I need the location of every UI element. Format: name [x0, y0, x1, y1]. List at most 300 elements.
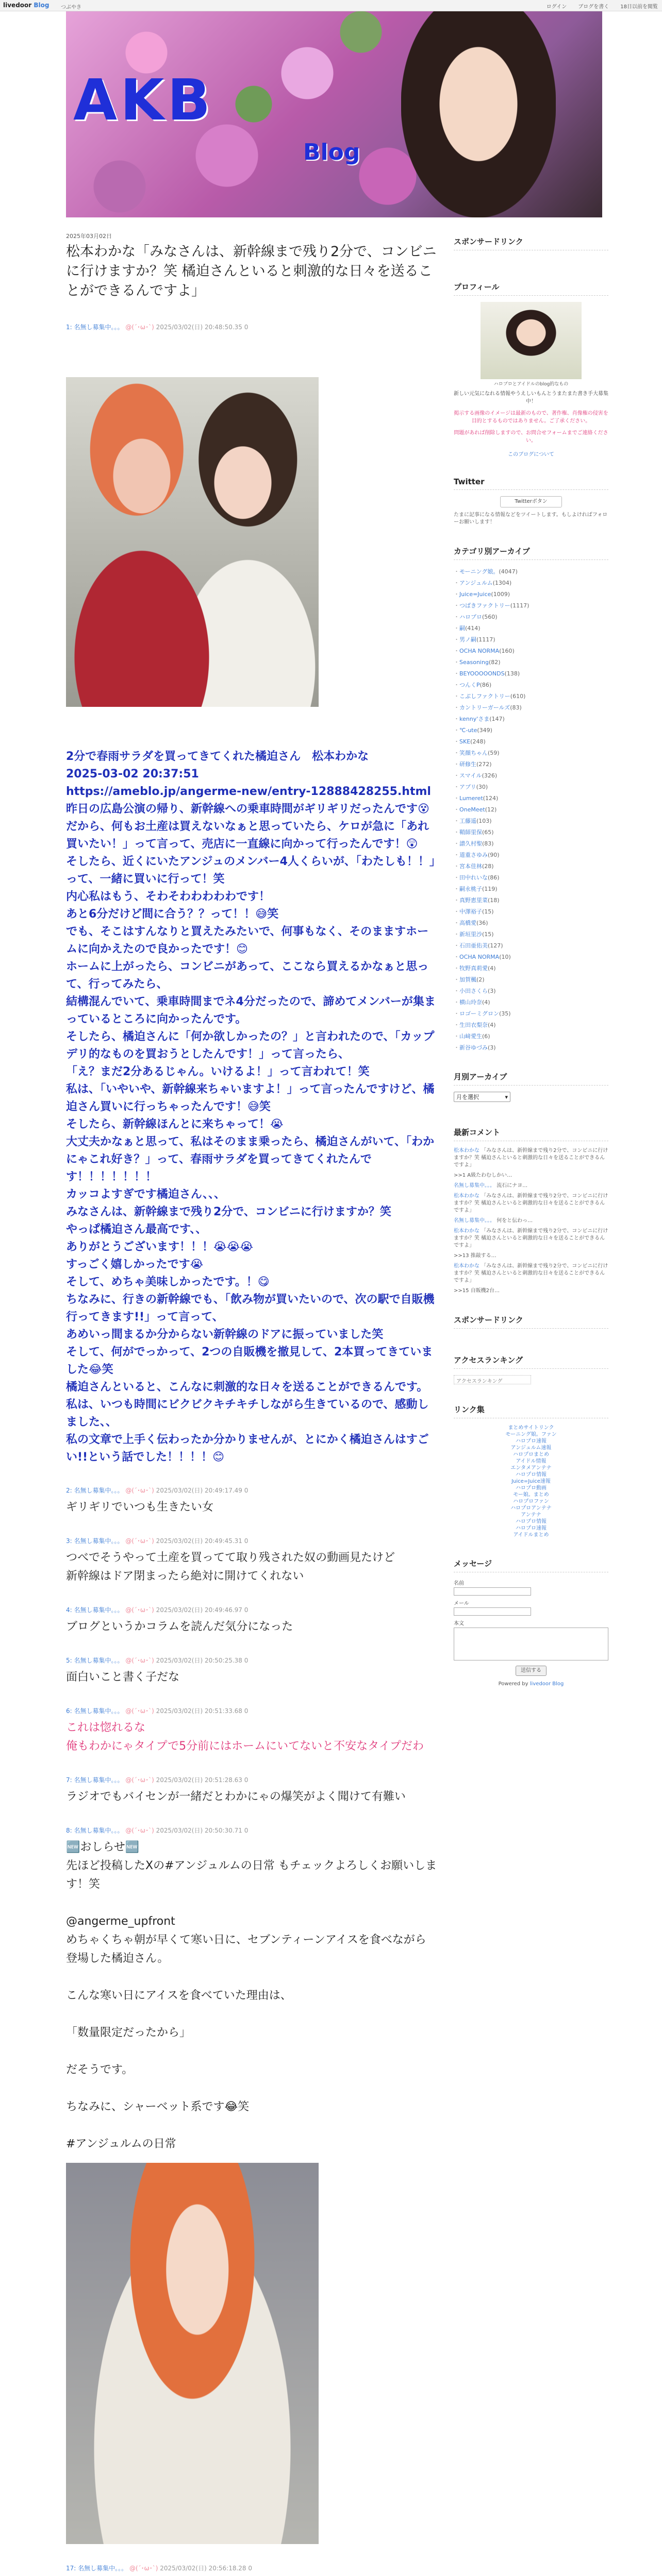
- comment-line: 面白いこと書く子だな: [66, 1671, 180, 1684]
- commenter-face: @(´･ω･`): [129, 2565, 158, 2572]
- comment-line: [66, 1894, 437, 1912]
- recent-comment-text: >>13 推敲する…: [454, 1253, 496, 1259]
- commenter-name: 名無し募集中。。。: [74, 1606, 124, 1614]
- recent-comment-item[interactable]: [454, 1217, 608, 1225]
- header-portrait: [401, 11, 556, 217]
- comment: [66, 1486, 437, 1517]
- category-count: (248): [470, 738, 486, 745]
- category-name: kenny'さま: [459, 716, 490, 722]
- category-count: (127): [488, 942, 503, 949]
- category-item[interactable]: [454, 612, 608, 623]
- comment-line: こんな寒い日にアイスを食べていた理由は、: [66, 1989, 292, 2002]
- category-count: (65): [482, 829, 494, 836]
- quote-line: みなさんは、新幹線まで残り2分で、コンビニに行けますか？笑: [66, 1206, 391, 1218]
- category-item[interactable]: [454, 850, 608, 861]
- recent-comment-author: 松本わかな: [454, 1228, 479, 1234]
- comment-time: 2025/03/02(日) 20:56:18.28 0: [160, 2565, 253, 2572]
- recent-comment-text: 流石にナヨ…: [496, 1183, 528, 1189]
- link-item[interactable]: ハロプロ情報: [516, 1519, 547, 1524]
- comment-line: だそうです。: [66, 2063, 134, 2076]
- submit-button[interactable]: 送信する: [516, 1666, 547, 1676]
- twitter-heading: Twitter: [454, 473, 608, 490]
- category-item[interactable]: [454, 680, 608, 691]
- quote-line: だから、何もお土産は買えないなぁと思っていたら、ケロが急に「あれ買いたい！」って言って、売店に一直線に向かって行ったんです！😲: [66, 820, 429, 851]
- comment-line: [66, 1968, 437, 1987]
- article-photo[interactable]: [66, 377, 319, 707]
- quote-line: やっぱ橘迫さん最高です、、: [66, 1223, 207, 1236]
- article-title[interactable]: 松本わかな「みなさんは、新幹線まで残り2分で、コンビニに行けますか？笑 橘迫さんといると刺激的な日々を送ることができるんですよ」: [66, 244, 437, 299]
- commenter-face: @(´･ω･`): [125, 1707, 154, 1715]
- category-name: Seasoning: [459, 659, 489, 666]
- comment-meta: [66, 1605, 437, 1615]
- category-name: 道重さゆみ: [459, 852, 488, 858]
- category-item[interactable]: [454, 906, 608, 918]
- ranking-widget[interactable]: アクセスランキング: [454, 1375, 531, 1384]
- category-item[interactable]: [454, 1020, 608, 1031]
- comment-time: 2025/03/02(日) 20:50:25.38 0: [156, 1657, 249, 1664]
- category-item[interactable]: [454, 940, 608, 952]
- category-count: (59): [488, 750, 500, 756]
- links-heading: リンク集: [454, 1400, 608, 1418]
- category-item[interactable]: [454, 748, 608, 759]
- quote-line: 大丈夫かなぁと思って、私はそのまま乗ったら、橘迫さんがいて、「わかにゃこれ好き？」って、春雨サラダを買ってきてくれたんです！！！！！！！: [66, 1136, 435, 1183]
- comment-body: [66, 1668, 437, 1687]
- category-name: 牧野真莉愛: [459, 965, 488, 972]
- quote-line: ありがとうございます！！！😭😭😭: [66, 1241, 254, 1253]
- category-name: 中澤裕子: [459, 908, 482, 915]
- category-name: 石田亜佑美: [459, 942, 488, 949]
- category-count: (1009): [491, 591, 510, 598]
- category-item[interactable]: [454, 918, 608, 929]
- chevron-down-icon: ▾: [505, 1093, 508, 1100]
- category-item[interactable]: [454, 952, 608, 963]
- category-count: (2): [476, 976, 485, 983]
- category-name: 生田衣梨奈: [459, 1022, 488, 1028]
- comment-number[interactable]: 7:: [66, 1776, 72, 1784]
- category-item[interactable]: [454, 691, 608, 702]
- category-item[interactable]: [454, 963, 608, 974]
- category-count: (3): [488, 1044, 496, 1051]
- category-item[interactable]: [454, 600, 608, 612]
- logo-blog-text: Blog: [34, 2, 49, 9]
- comment-time: 2025/03/02(日) 20:51:33.68 0: [156, 1707, 249, 1715]
- blog-header-banner[interactable]: [66, 11, 602, 217]
- comment-line: ブログというかコラムを読んだ気分になった: [66, 1620, 293, 1633]
- comment: [66, 2564, 437, 2576]
- about-blog-link[interactable]: このブログについて: [508, 452, 554, 457]
- link-item[interactable]: ハロプロ動画: [516, 1485, 547, 1491]
- category-name: Lumeret: [459, 795, 483, 802]
- comment-line: ラジオでもバイセンが一緒だとわかにゃの爆笑がよく聞けて有難い: [66, 1790, 406, 1803]
- comment-list-late: [66, 2564, 437, 2576]
- quote-line: 私の文章で上手く伝わったか分かりませんが、とにかく橘迫さんはすごい!!という話でした！！！！😊: [66, 1433, 429, 1464]
- quote-line: あめいっ間まるか分からない新幹線のドアに振っていました笑: [66, 1328, 384, 1341]
- category-item[interactable]: [454, 929, 608, 940]
- recent-comment-item[interactable]: [454, 1287, 608, 1295]
- category-item[interactable]: [454, 997, 608, 1008]
- comment-time: 2025/03/02(日) 20:51:28.63 0: [156, 1776, 249, 1784]
- category-name: 宮本佳林: [459, 863, 482, 870]
- category-item[interactable]: [454, 872, 608, 884]
- comment-number[interactable]: 6:: [66, 1707, 72, 1715]
- link-item[interactable]: ハロプロまとめ: [513, 1452, 549, 1458]
- comment-body: [66, 1838, 437, 2154]
- link-item[interactable]: ハロプロ速報: [516, 1438, 547, 1444]
- category-item[interactable]: [454, 1008, 608, 1020]
- category-item[interactable]: [454, 884, 608, 895]
- body-textarea[interactable]: [454, 1628, 608, 1660]
- category-item[interactable]: [454, 589, 608, 600]
- quote-line: 結構混んでいて、乗車時間までネ4分だったので、諦めてメンバーが集まっているところに向かったんです。: [66, 995, 436, 1026]
- comment-body: [66, 1719, 437, 1756]
- category-count: (560): [482, 614, 498, 620]
- commenter-face: @(´･ω･`): [125, 1487, 154, 1494]
- sponsored-heading-2: スポンサードリンク: [454, 1310, 608, 1329]
- category-name: 嗣永桃子: [459, 886, 482, 892]
- link-item[interactable]: ハロプロアンテナ: [510, 1505, 552, 1511]
- commenter-name: 名無し募集中。。。: [74, 1487, 124, 1494]
- body-label: 本文: [454, 1621, 464, 1626]
- category-count: (36): [476, 920, 488, 926]
- category-count: (124): [483, 795, 499, 802]
- recent-comment-author: 名無し募集中。。。: [454, 1183, 495, 1189]
- comment-line: 俺もわかにゃタイプで5分前にはホームにいてないと不安なタイプだわ: [66, 1740, 424, 1753]
- category-name: SKE: [459, 738, 471, 745]
- category-name: こぶしファクトリー: [459, 693, 510, 700]
- category-item[interactable]: [454, 714, 608, 725]
- sidebar: [454, 232, 608, 1687]
- category-name: 嗣: [459, 625, 465, 632]
- post-meta: [66, 323, 437, 332]
- category-name: スマイル: [459, 772, 482, 779]
- recent-comment-item[interactable]: [454, 1172, 608, 1179]
- category-name: 譜久村聖: [459, 840, 482, 847]
- recent-comment-author: 名無し募集中。。。: [454, 1218, 495, 1224]
- category-name: アプリ: [459, 784, 476, 790]
- category-name: 新垣里沙: [459, 931, 482, 938]
- link-item[interactable]: モーニング娘。ファン: [505, 1432, 557, 1437]
- category-count: (15): [482, 931, 494, 938]
- powered-label: Powered by: [498, 1681, 528, 1687]
- comment: [66, 1775, 437, 1806]
- comment-line: ギリギリでいつも生きたい女: [66, 1501, 214, 1514]
- category-name: 高橋愛: [459, 920, 476, 926]
- category-name: モーニング娘。: [459, 568, 499, 575]
- login-link[interactable]: ログイン: [546, 4, 567, 10]
- commenter-face: @(´･ω･`): [125, 1537, 154, 1545]
- link-item[interactable]: エンタメアンテナ: [510, 1465, 552, 1471]
- comment-line: [66, 2042, 437, 2061]
- category-item[interactable]: [454, 838, 608, 850]
- category-name: 工藤遥: [459, 818, 476, 824]
- top-bar: [0, 0, 662, 11]
- recent-comment-item[interactable]: [454, 1228, 608, 1249]
- link-item[interactable]: アンジュルム速報: [510, 1445, 552, 1451]
- name-label: 名前: [454, 1581, 464, 1586]
- comment-line: 「数量限定だったから」: [66, 2026, 191, 2039]
- comment-body: [66, 1788, 437, 1806]
- comment-time: 2025/03/02(日) 20:49:45.31 0: [156, 1537, 249, 1545]
- comment-list: [66, 1486, 437, 2154]
- category-count: (15): [482, 908, 494, 915]
- category-name: OCHA NORMA: [459, 954, 500, 960]
- category-count: (86): [488, 874, 500, 881]
- quote-line: そしたら、新幹線ほんとに来ちゃって！😭: [66, 1118, 284, 1131]
- comment-number[interactable]: 3:: [66, 1537, 72, 1545]
- category-item[interactable]: [454, 668, 608, 680]
- category-count: (4047): [499, 568, 518, 575]
- category-count: (1304): [492, 580, 512, 586]
- recent-comment-text: 「みなさんは、新幹線まで残り2分で、コンビニに行けますか？笑 橘迫さんといると刺激的な日々を送ることができるんですよ」: [454, 1263, 608, 1283]
- recent-comment-author: 松本わかな: [454, 1193, 479, 1199]
- category-item[interactable]: [454, 782, 608, 793]
- topbar-intro[interactable]: つぶやき: [61, 5, 81, 10]
- category-name: 横山玲奈: [459, 999, 482, 1006]
- category-count: (6): [482, 1033, 490, 1040]
- quote-line: 2025-03-02 20:37:51: [66, 768, 199, 781]
- category-item[interactable]: [454, 736, 608, 748]
- article-date: 2025年03月02日: [66, 233, 112, 240]
- comment-line: つべでそうやって土産を買ってて取り残された奴の動画見たけど: [66, 1551, 395, 1564]
- comment-line: #アンジュルムの日常: [66, 2138, 176, 2150]
- link-item[interactable]: モー娘。まとめ: [513, 1492, 549, 1498]
- comment-line: [66, 2116, 437, 2135]
- comment-line: 先ほど投稿したXの#アンジュルムの日常 もチェックよろしくお願いします！笑: [66, 1859, 437, 1891]
- link-list: [454, 1425, 608, 1538]
- powered-brand[interactable]: livedoor Blog: [529, 1681, 564, 1687]
- category-name: つんくP: [459, 682, 480, 688]
- quote-line: あと6分だけど間に合う？？って！！😅笑: [66, 908, 279, 921]
- month-select[interactable]: [454, 1092, 510, 1102]
- quote-line: そしたら、近くにいたアンジュのメンバー4人くらいが、「わたしも！！」って、一緒に買いに行って！笑: [66, 855, 435, 886]
- recent-comment-item[interactable]: [454, 1147, 608, 1169]
- category-item[interactable]: [454, 725, 608, 736]
- category-item[interactable]: [454, 646, 608, 657]
- profile-heading: プロフィール: [454, 277, 608, 296]
- category-item[interactable]: [454, 634, 608, 646]
- category-count: (1117): [476, 636, 495, 643]
- category-name: OCHA NORMA: [459, 648, 500, 654]
- category-item[interactable]: [454, 1042, 608, 1054]
- archive-link[interactable]: 18日以前を閲覧: [620, 4, 658, 10]
- comment-line: これは惚れるな: [66, 1721, 146, 1734]
- category-item[interactable]: [454, 566, 608, 578]
- twitter-text: たまに記事になる情報などをツイートします。もしよければフォローお願いします！: [454, 512, 608, 525]
- link-item[interactable]: ハロプロファン: [513, 1499, 549, 1504]
- category-item[interactable]: [454, 827, 608, 838]
- category-count: (86): [479, 682, 492, 688]
- commenter-face: @(´･ω･`): [125, 1827, 154, 1834]
- category-item[interactable]: [454, 657, 608, 668]
- category-name: 田中れいな: [459, 874, 488, 881]
- link-item[interactable]: ハロプロ情報: [516, 1472, 547, 1478]
- site-logo[interactable]: [3, 2, 49, 9]
- comment: [66, 1706, 437, 1756]
- category-name: BEYOOOOONDS: [459, 670, 505, 677]
- quote-line: 2分で春雨サラダを買ってきてくれた橘迫さん 松本わかな: [66, 750, 369, 763]
- header-subtitle: Blog: [303, 139, 360, 165]
- quote-line: 私は、いつも時間にビクビクキチキチしながら生きているので、感動しました、、: [66, 1398, 429, 1429]
- category-name: OneMeet: [459, 806, 485, 813]
- commenter-name: 名無し募集中。。。: [74, 1827, 124, 1834]
- comment-meta: [66, 1486, 437, 1495]
- recent-comment-text: >>15 自販機2台…: [454, 1288, 500, 1294]
- comment-line: 新幹線はドア閉まったら絶対に開けてくれない: [66, 1570, 304, 1583]
- name-field[interactable]: [454, 1587, 531, 1596]
- comment-line: @angerme_upfront: [66, 1915, 175, 1928]
- comment-meta: [66, 2564, 437, 2573]
- profile-warning-2: 問題があれば削除しますので、お問合せフォームまでご連絡ください。: [454, 430, 608, 444]
- category-count: (10): [499, 954, 511, 960]
- comment-body: [66, 1618, 437, 1636]
- category-item[interactable]: [454, 578, 608, 589]
- category-count: (1117): [510, 602, 529, 609]
- comment: [66, 1656, 437, 1687]
- quote-line: 「え？まだ2分あるじゃん。いけるよ！」って言われて！笑: [66, 1065, 370, 1078]
- comment-line: [66, 2005, 437, 2024]
- category-name: 研修生: [459, 761, 476, 768]
- commenter-name: 名無し募集中。。。: [78, 2565, 128, 2572]
- message-heading: メッセージ: [454, 1554, 608, 1572]
- profile-image[interactable]: [481, 302, 582, 379]
- sponsored-heading: スポンサードリンク: [454, 232, 608, 250]
- quote-line: そして、めちゃ美味しかったです。！😋: [66, 1276, 270, 1289]
- profile-warning: 掲示する画像のイメージは最新のもので、著作権、肖像権の侵害を目的とするものではありません。ご了承ください。: [454, 411, 608, 424]
- quote-line: そして、何がでっかって、2つの自販機を撤見して、2本買ってきていました😂笑: [66, 1346, 433, 1376]
- category-count: (272): [476, 761, 492, 768]
- category-count: (414): [465, 625, 481, 632]
- comment-body: [66, 1549, 437, 1586]
- link-item[interactable]: アンテナ: [521, 1512, 541, 1518]
- comment-number[interactable]: 8:: [66, 1827, 72, 1834]
- category-item[interactable]: [454, 770, 608, 782]
- commenter-name: 名無し募集中。。。: [74, 1707, 124, 1715]
- category-count: (4): [482, 999, 490, 1006]
- poster-name: 名無し募集中。。。: [74, 324, 124, 331]
- category-count: (12): [485, 806, 497, 813]
- category-item[interactable]: [454, 974, 608, 986]
- comment-number[interactable]: 4:: [66, 1606, 72, 1614]
- recent-comment-text: 何をと伝わっ…: [496, 1218, 533, 1224]
- comment-number[interactable]: 2:: [66, 1487, 72, 1494]
- quote-line: 橘迫さんといると、こんなに刺激的な日々を送ることができるんです。: [66, 1381, 428, 1394]
- poster-face: @(´･ω･`): [125, 324, 154, 331]
- link-item[interactable]: アイドル情報: [516, 1459, 547, 1464]
- comment-meta: [66, 1775, 437, 1785]
- logo-text: livedoor: [3, 2, 32, 9]
- quoted-blog-entry: [66, 748, 437, 1466]
- comment-meta: [66, 1706, 437, 1716]
- header-title: AKB: [73, 67, 214, 133]
- profile-caption: ハロプロとアイドルのblog的なもの: [493, 382, 569, 387]
- quote-line: カッコよすぎです橘迫さん、、、: [66, 1188, 226, 1201]
- comment-number[interactable]: 17:: [66, 2565, 76, 2572]
- category-name: 男ノ嗣: [459, 636, 476, 643]
- recent-comment-text: 「みなさんは、新幹線まで残り2分で、コンビニに行けますか？笑 橘迫さんといると刺激的な日々を送ることができるんですよ」: [454, 1228, 608, 1248]
- category-count: (119): [482, 886, 498, 892]
- recent-comment-text: 「みなさんは、新幹線まで残り2分で、コンビニに行けますか？笑 橘迫さんといると刺激的な日々を送ることができるんですよ」: [454, 1193, 608, 1213]
- category-count: (35): [499, 1010, 511, 1017]
- category-item[interactable]: [454, 759, 608, 770]
- commenter-face: @(´･ω･`): [125, 1657, 154, 1664]
- twitter-follow-button[interactable]: Twitterボタン: [500, 496, 562, 507]
- link-item[interactable]: アイドルまとめ: [513, 1532, 549, 1538]
- write-blog-link[interactable]: ブログを書く: [578, 4, 609, 10]
- recent-comment-item[interactable]: [454, 1252, 608, 1260]
- quote-line: ホームに上がったら、コンビニがあって、ここなら買えるかなぁと思って、行ってみたら、: [66, 960, 429, 991]
- commenter-face: @(´･ω･`): [125, 1606, 154, 1614]
- comment-number[interactable]: 5:: [66, 1657, 72, 1664]
- quote-line: すっごく嬉しかったです😭: [66, 1258, 204, 1271]
- comment: [66, 1536, 437, 1586]
- recent-comment-item[interactable]: [454, 1182, 608, 1190]
- mail-field[interactable]: [454, 1607, 531, 1616]
- link-item[interactable]: Juice=Juice速報: [511, 1479, 551, 1484]
- comment-line: ちなみに、シャーベット系です😂笑: [66, 2100, 250, 2113]
- comment-time: 2025/03/02(日) 20:50:30.71 0: [156, 1827, 249, 1834]
- category-item[interactable]: [454, 861, 608, 872]
- entry-url-link[interactable]: https://ameblo.jp/angerme-new/entry-12888428255.html: [66, 785, 431, 798]
- post-number[interactable]: 1:: [66, 324, 72, 331]
- powered-by: [454, 1681, 608, 1687]
- quote-line: 昨日の広島公演の帰り、新幹線への乗車時間がギリギリだったんです😵: [66, 803, 429, 816]
- comment-meta: [66, 1826, 437, 1835]
- category-name: 笑顔ちゃん: [459, 750, 488, 756]
- commenter-face: @(´･ω･`): [125, 1776, 154, 1784]
- category-count: (103): [476, 818, 492, 824]
- category-name: ハロプロ: [459, 614, 482, 620]
- quote-line: でも、そこはすんなりと買えたみたいで、何事もなく、そのまますホームに向かえたので良かったです！😊: [66, 925, 429, 956]
- category-item[interactable]: [454, 1031, 608, 1042]
- recent-comment-item[interactable]: [454, 1263, 608, 1284]
- category-item[interactable]: [454, 804, 608, 816]
- category-count: (160): [499, 648, 515, 654]
- comment-photo[interactable]: [66, 2163, 319, 2544]
- category-item[interactable]: [454, 986, 608, 997]
- recent-comment-author: 松本わかな: [454, 1148, 479, 1154]
- category-item[interactable]: [454, 793, 608, 804]
- monthly-archive-heading: 月別アーカイブ: [454, 1067, 608, 1086]
- category-count: (90): [488, 852, 500, 858]
- recent-comment-text: 「みなさんは、新幹線まで残り2分で、コンビニに行けますか？笑 橘迫さんといると刺激的な日々を送ることができるんですよ」: [454, 1148, 608, 1168]
- category-count: (83): [482, 840, 494, 847]
- category-name: 加賀楓: [459, 976, 476, 983]
- category-count: (3): [488, 988, 496, 994]
- quote-line: 私は、「いやいや、新幹線来ちゃいますよ！」って言ったんですけど、橘迫さん買いに行っちゃったんです！😅笑: [66, 1083, 435, 1113]
- link-item[interactable]: ハロプロ速報: [516, 1526, 547, 1531]
- category-name: 鞘師里保: [459, 829, 482, 836]
- category-name: ℃-ute: [459, 727, 477, 734]
- category-count: (82): [488, 659, 501, 666]
- category-item[interactable]: [454, 623, 608, 634]
- comment-line: 🆕おしらせ🆕: [66, 1841, 140, 1854]
- link-item[interactable]: まとめサイトリンク: [508, 1425, 554, 1431]
- category-item[interactable]: [454, 895, 608, 906]
- category-item[interactable]: [454, 816, 608, 827]
- category-count: (83): [510, 704, 522, 711]
- category-name: カントリーガールズ: [459, 704, 510, 711]
- comment: [66, 1826, 437, 2154]
- category-count: (610): [510, 693, 526, 700]
- category-name: 新谷ゆづみ: [459, 1044, 488, 1051]
- topbar-links: [547, 2, 658, 10]
- main-article: [66, 232, 437, 2576]
- comment-meta: [66, 1656, 437, 1665]
- category-item[interactable]: [454, 702, 608, 714]
- recent-comment-item[interactable]: [454, 1193, 608, 1214]
- commenter-name: 名無し募集中。。。: [74, 1537, 124, 1545]
- ranking-heading: アクセスランキング: [454, 1350, 608, 1369]
